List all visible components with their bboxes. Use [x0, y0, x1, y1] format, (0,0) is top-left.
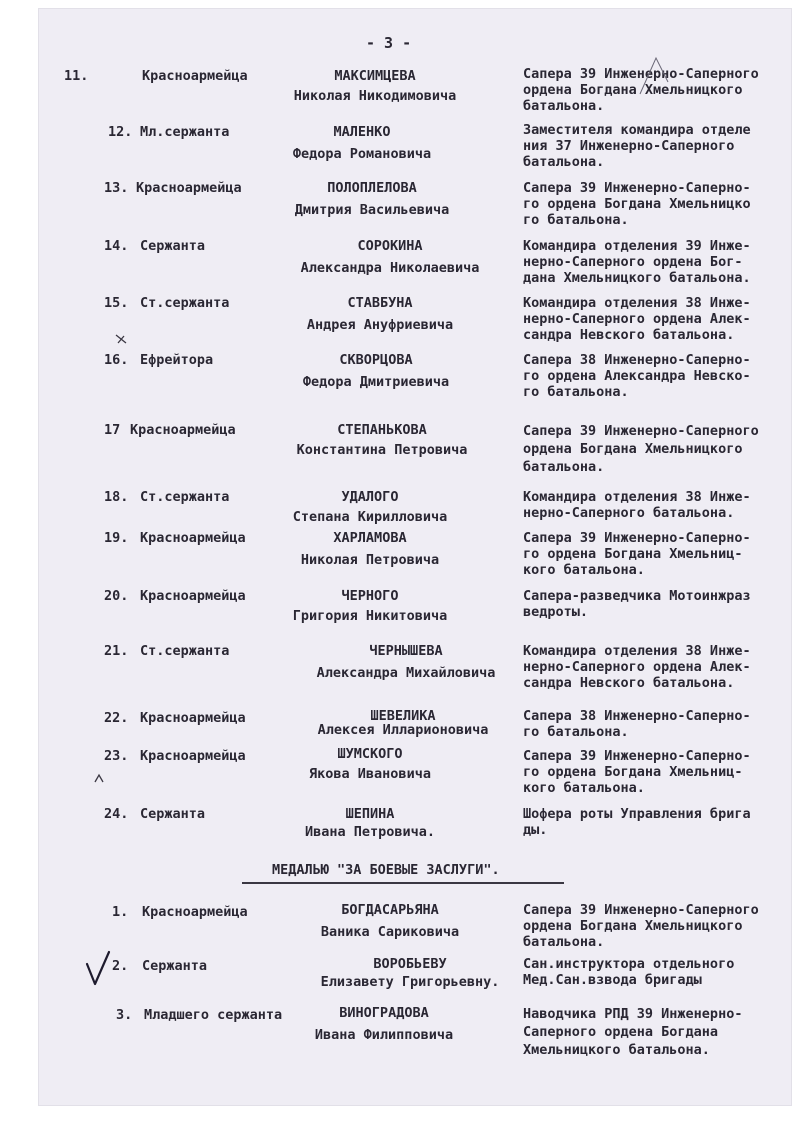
entry-surname: ЧЕРНОГО [341, 588, 399, 604]
entry-rank: Красноармейца [140, 710, 246, 726]
entry-rank: Ефрейтора [140, 352, 214, 368]
entry-surname: СОРОКИНА [357, 238, 423, 254]
entry-rank: Сержанта [140, 238, 206, 254]
entry-number: 1. [112, 904, 129, 920]
entry-given-name: Федора Дмитриевича [302, 374, 450, 390]
stray-mark-icon [114, 332, 128, 346]
entry-number: 18. [104, 489, 129, 505]
entry-number: 12. [108, 124, 133, 140]
entry-unit: Сапера 39 Инженерно-Саперного ордена Богдана Хмельницкого батальона. [523, 902, 759, 950]
entry-unit: Шофера роты Управления брига ды. [523, 806, 751, 838]
entry-rank: Красноармейца [140, 530, 246, 546]
medal-heading: МЕДАЛЬЮ "ЗА БОЕВЫЕ ЗАСЛУГИ". [272, 862, 500, 878]
entry-surname: ШЕВЕЛИКА [370, 708, 436, 724]
entry-given-name: Алексея Илларионовича [317, 722, 489, 738]
entry-number: 17 [104, 422, 121, 438]
entry-rank: Красноармейца [136, 180, 242, 196]
entry-surname: ЧЕРНЫШЕВА [369, 643, 443, 659]
entry-unit: Сапера 38 Инженерно-Саперно- го ордена Александра Невско- го батальона. [523, 352, 751, 400]
entry-surname: ШЕПИНА [345, 806, 395, 822]
entry-number: 19. [104, 530, 129, 546]
entry-unit: Сан.инструктора отдельного Мед.Сан.взвода бригады [523, 956, 735, 988]
entry-given-name: Ивана Петровича. [304, 824, 436, 840]
entry-rank: Красноармейца [142, 68, 248, 84]
entry-rank: Красноармейца [130, 422, 236, 438]
entry-given-name: Ивана Филипповича [314, 1027, 454, 1043]
entry-given-name: Андрея Ануфриевича [306, 317, 454, 333]
entry-given-name: Якова Ивановича [309, 766, 431, 782]
entry-rank: Красноармейца [140, 588, 246, 604]
entry-surname: БОГДАСАРЬЯНА [341, 902, 439, 918]
entry-unit: Командира отделения 38 Инже- нерно-Саперного ордена Алек- сандра Невского батальона. [523, 643, 751, 691]
entry-number: 3. [116, 1007, 133, 1023]
entry-rank: Ст.сержанта [140, 489, 230, 505]
entry-rank: Красноармейца [142, 904, 248, 920]
entry-given-name: Николая Петровича [300, 552, 440, 568]
entry-unit: Командира отделения 38 Инже- нерно-Саперного ордена Алек- сандра Невского батальона. [523, 295, 751, 343]
entry-number: 15. [104, 295, 129, 311]
handwritten-check-mark [84, 950, 112, 988]
entry-surname: УДАЛОГО [341, 489, 399, 505]
entry-unit: Наводчика РПД 39 Инженерно- Саперного ордена Богдана Хмельницкого батальона. [523, 1006, 743, 1058]
entry-number: 22. [104, 710, 129, 726]
entry-given-name: Григория Никитовича [292, 608, 448, 624]
entry-given-name: Ваника Сариковича [320, 924, 460, 940]
entry-number: 20. [104, 588, 129, 604]
entry-surname: ШУМСКОГО [337, 746, 403, 762]
pencil-stroke-mark [636, 52, 672, 98]
entry-given-name: Елизавету Григорьевну. [320, 974, 500, 990]
entry-number: 13. [104, 180, 129, 196]
heading-underline [242, 882, 564, 884]
entry-rank: Сержанта [140, 806, 206, 822]
entry-rank: Младшего сержанта [144, 1007, 283, 1023]
entry-given-name: Константина Петровича [296, 442, 468, 458]
entry-given-name: Дмитрия Васильевича [294, 202, 450, 218]
entry-unit: Сапера 39 Инженерно-Саперно- го ордена Богдана Хмельницко го батальона. [523, 180, 751, 228]
entry-given-name: Александра Михайловича [316, 665, 496, 681]
entry-unit: Сапера 39 Инженерно-Саперного ордена Богдана Хмельницкого батальона. [523, 423, 759, 475]
entry-surname: ВОРОБЬЕВУ [373, 956, 447, 972]
entry-given-name: Федора Романовича [292, 146, 432, 162]
entry-surname: ХАРЛАМОВА [333, 530, 407, 546]
entry-number: 23. [104, 748, 129, 764]
entry-given-name: Александра Николаевича [300, 260, 480, 276]
entry-number: 14. [104, 238, 129, 254]
entry-surname: МАЛЕНКО [333, 124, 391, 140]
page-number: - 3 - [366, 34, 412, 52]
entry-unit: Заместителя командира отделе ния 37 Инженерно-Саперного батальона. [523, 122, 751, 170]
entry-number: 21. [104, 643, 129, 659]
entry-rank: Ст.сержанта [140, 643, 230, 659]
entry-rank: Ст.сержанта [140, 295, 230, 311]
entry-number: 16. [104, 352, 129, 368]
entry-unit: Командира отделения 39 Инже- нерно-Саперного ордена Бог- дана Хмельницкого батальона. [523, 238, 751, 286]
entry-unit: Сапера 39 Инженерно-Саперно- го ордена Богдана Хмельниц- кого батальона. [523, 530, 751, 578]
entry-surname: СТЕПАНЬКОВА [337, 422, 427, 438]
entry-given-name: Степана Кирилловича [292, 509, 448, 525]
entry-unit: Сапера 38 Инженерно-Саперно- го батальона. [523, 708, 751, 740]
entry-rank: Сержанта [142, 958, 208, 974]
entry-number: 24. [104, 806, 129, 822]
entry-surname: ВИНОГРАДОВА [339, 1005, 429, 1021]
entry-rank: Красноармейца [140, 748, 246, 764]
entry-unit: Командира отделения 38 Инже- нерно-Саперного батальона. [523, 489, 751, 521]
entry-unit: Сапера 39 Инженерно-Саперного ордена Богдана Хмельницкого батальона. [523, 66, 759, 114]
entry-number: 2. [112, 958, 129, 974]
entry-unit: Сапера 39 Инженерно-Саперно- го ордена Богдана Хмельниц- кого батальона. [523, 748, 751, 796]
stray-mark-icon [92, 772, 106, 786]
entry-surname: СКВОРЦОВА [339, 352, 413, 368]
entry-surname: МАКСИМЦЕВА [334, 68, 416, 84]
entry-rank: Мл.сержанта [140, 124, 230, 140]
entry-surname: СТАВБУНА [347, 295, 413, 311]
entry-surname: ПОЛОПЛЕЛОВА [327, 180, 417, 196]
entry-number: 11. [64, 68, 89, 84]
entry-unit: Сапера-разведчика Мотоинжраз ведроты. [523, 588, 751, 620]
entry-given-name: Николая Никодимовича [293, 88, 457, 104]
